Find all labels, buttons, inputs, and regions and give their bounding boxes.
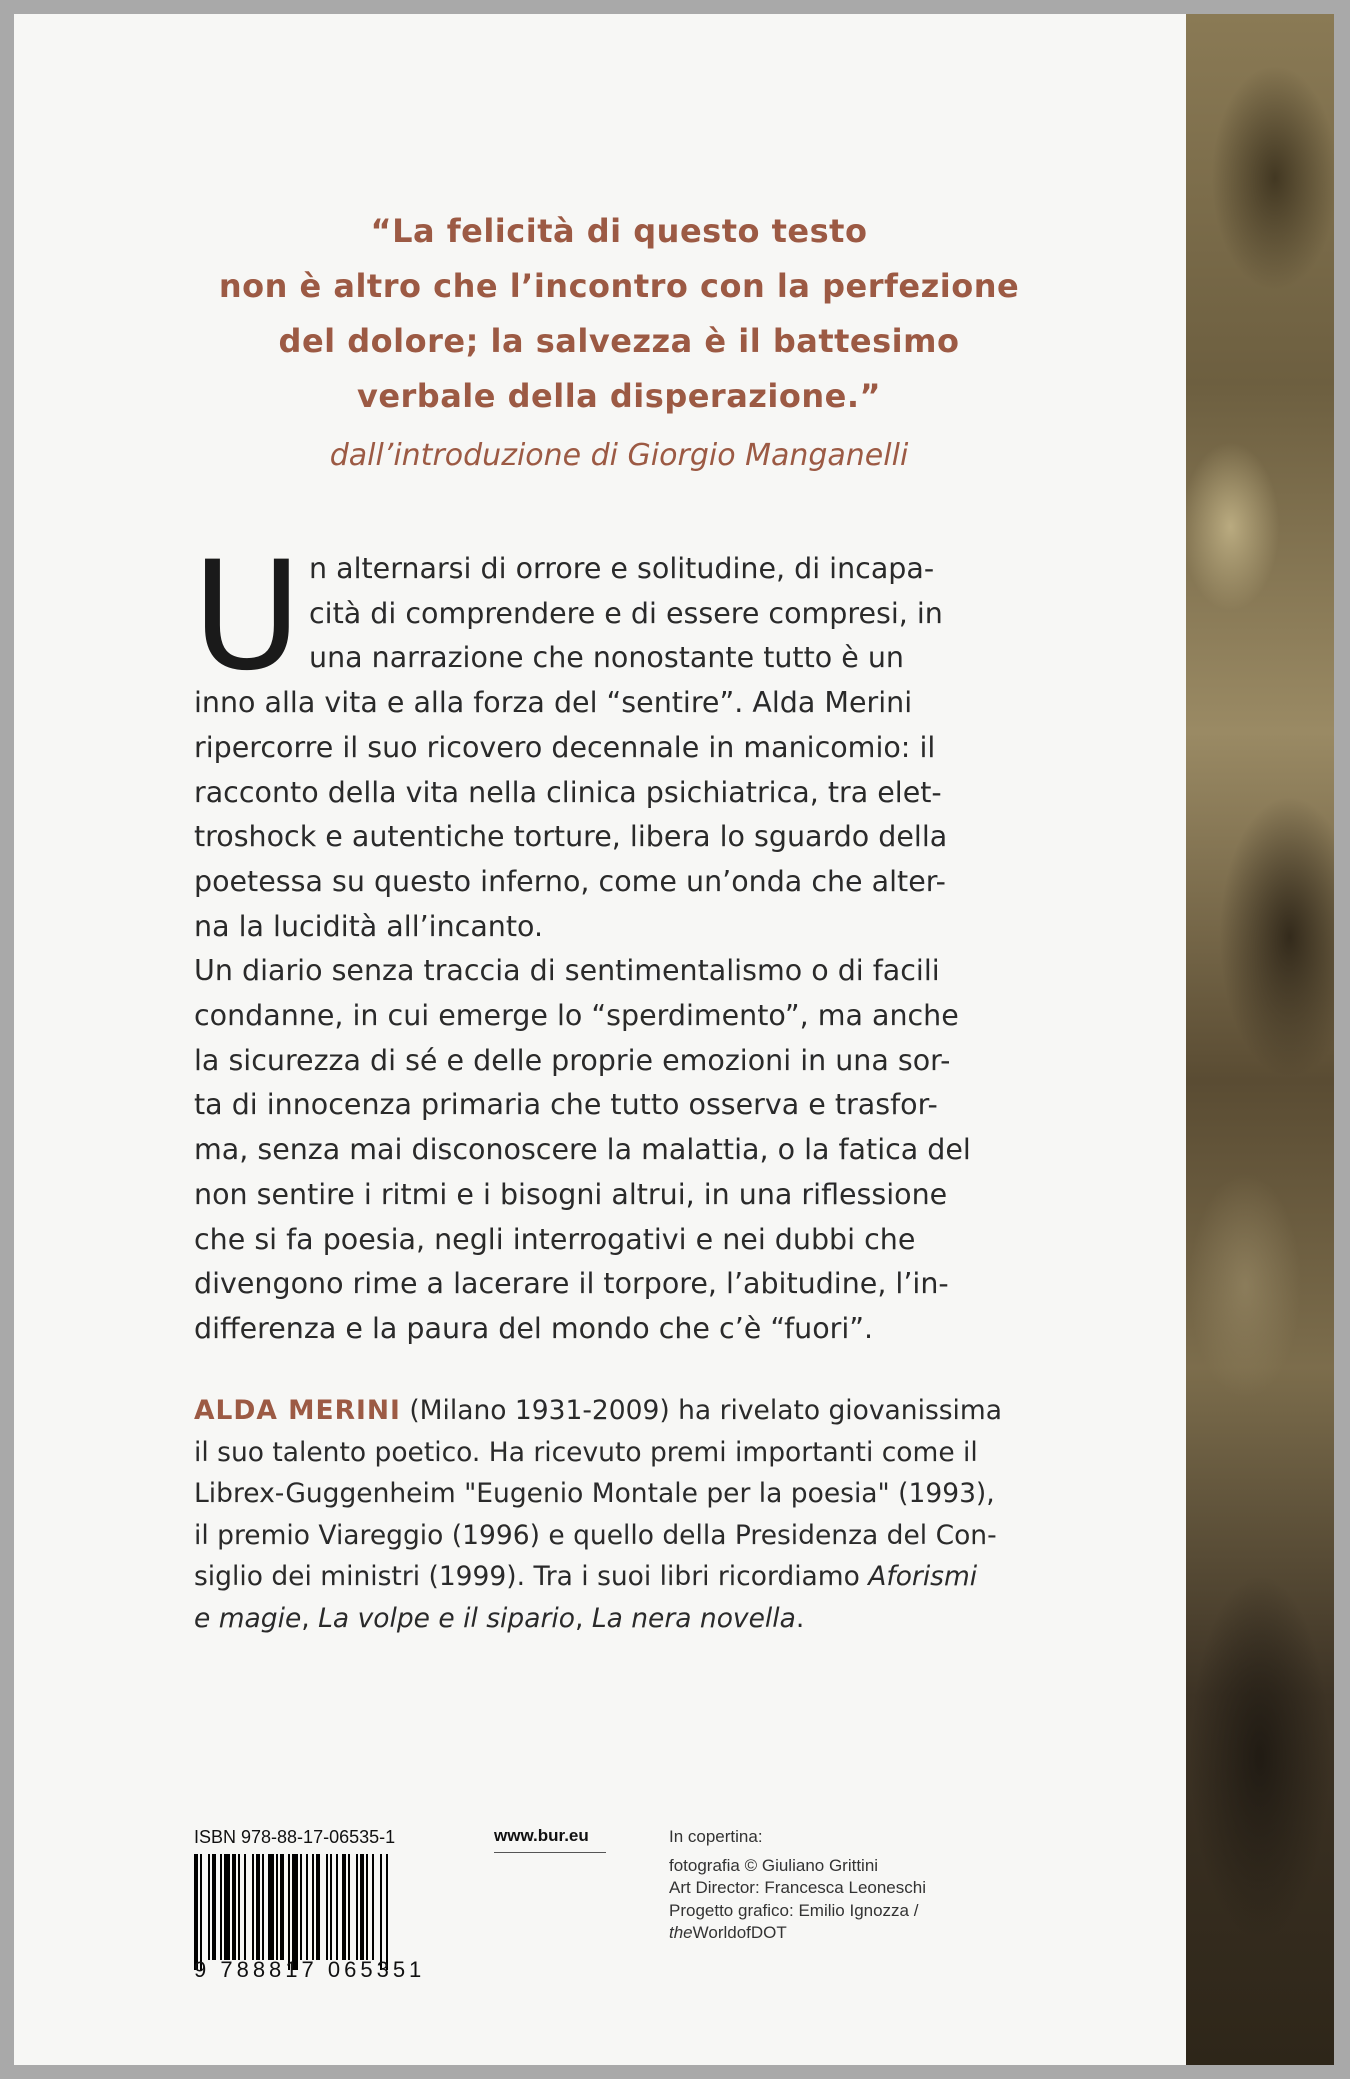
isbn-block — [194, 1826, 444, 1982]
quote-attribution: dall’introduzione di Giorgio Manganelli — [329, 438, 909, 473]
studio-name: WorldofDOT — [692, 1923, 787, 1942]
description-line: non sentire i ritmi e i bisogni altrui, in una riflessione — [194, 1177, 948, 1211]
description-line: differenza e la paura del mondo che c’è “fuori”. — [194, 1311, 874, 1345]
bio-line — [194, 1598, 1094, 1640]
bio-separator: . — [795, 1602, 805, 1634]
isbn-digits: 9 788817 065351 — [194, 1957, 426, 1982]
description-line: ripercorre il suo ricovero decennale in manicomio: il — [194, 730, 936, 764]
description-line — [309, 636, 1094, 681]
author-bio — [194, 1390, 1094, 1639]
description-line: na la lucidità all’incanto. — [194, 909, 544, 943]
author-name: ALDA MERINI — [194, 1395, 401, 1426]
divider — [494, 1852, 606, 1853]
credits-heading: In copertina: — [669, 1827, 763, 1846]
description-line: inno alla vita e alla forza del “sentire”. Alda Merini — [194, 686, 913, 720]
book-title: e magie — [194, 1602, 302, 1634]
description-line — [309, 592, 1094, 637]
bio-text: (Milano 1931-2009) ha rivelato giovanissima — [400, 1395, 1002, 1426]
description-text: n alternarsi di orrore e solitudine, di incapa- — [309, 552, 935, 585]
description-text: una narrazione che nonostante tutto è un — [309, 641, 904, 675]
cover-photo-strip — [1186, 14, 1334, 2065]
description-line: poetessa su questo inferno, come un’onda che alter- — [194, 864, 946, 898]
credits-studio — [669, 1922, 1059, 1945]
drop-cap: U — [192, 530, 302, 704]
credits-design: Progetto grafico: Emilio Ignozza / — [669, 1900, 919, 1920]
book-description — [192, 530, 1094, 1352]
book-title: La nera novella — [591, 1602, 796, 1634]
bio-line: Librex-Guggenheim "Eugenio Montale per la poesia" (1993), — [194, 1478, 995, 1509]
description-line: Un diario senza traccia di sentimentalismo o di facili — [194, 954, 940, 988]
description-line: divengono rime a lacerare il torpore, l’abitudine, l’in- — [194, 1267, 949, 1301]
bio-line — [194, 1556, 1094, 1598]
credits-art-director: Art Director: Francesca Leoneschi — [669, 1878, 926, 1897]
isbn-label: ISBN 978-88-17-06535-1 — [194, 1827, 396, 1847]
publisher-website: www.bur.eu — [494, 1826, 589, 1845]
bio-line — [194, 1390, 1094, 1432]
description-line: ma, senza mai disconoscere la malattia, o la fatica del — [194, 1133, 971, 1167]
bio-text: siglio dei ministri (1999). Tra i suoi libri ricordiamo — [194, 1561, 869, 1592]
description-line: condanne, in cui emerge lo “sperdimento”, ma anche — [194, 999, 959, 1033]
description-text: cità di comprendere e di essere compresi, in — [309, 596, 943, 630]
bio-line: il premio Viareggio (1996) e quello della Presidenza del Con- — [194, 1519, 997, 1551]
studio-prefix: the — [669, 1923, 693, 1942]
description-line: che si fa poesia, negli interrogativi e nei dubbi che — [194, 1222, 916, 1256]
book-back-cover — [14, 14, 1334, 2065]
quote-line: “La felicità di questo testo — [370, 212, 868, 250]
description-line: ta di innocenza primaria che tutto osserva e trasfor- — [194, 1088, 938, 1122]
quote-line: del dolore; la salvezza è il battesimo — [278, 322, 960, 360]
description-line: racconto della vita nella clinica psichiatrica, tra elet- — [194, 775, 942, 809]
pull-quote — [174, 204, 1064, 424]
barcode-bar — [388, 1854, 390, 1960]
cover-credits — [669, 1826, 1059, 1945]
book-title: La volpe e il sipario — [318, 1602, 575, 1634]
bio-separator: , — [301, 1602, 319, 1634]
credits-photo: fotografia © Giuliano Grittini — [669, 1855, 879, 1875]
quote-line: verbale della disperazione.” — [356, 377, 882, 415]
description-line: troshock e autentiche torture, libera lo sguardo della — [194, 820, 948, 854]
bio-separator: , — [574, 1602, 592, 1634]
description-line: la sicurezza di sé e delle proprie emozioni in una sor- — [194, 1043, 951, 1077]
barcode-icon — [194, 1854, 439, 1960]
quote-line: non è altro che l’incontro con la perfezione — [218, 267, 1020, 305]
book-title: Aforismi — [868, 1561, 978, 1592]
bio-line: il suo talento poetico. Ha ricevuto premi importanti come il — [194, 1436, 978, 1468]
description-line — [309, 547, 1094, 592]
